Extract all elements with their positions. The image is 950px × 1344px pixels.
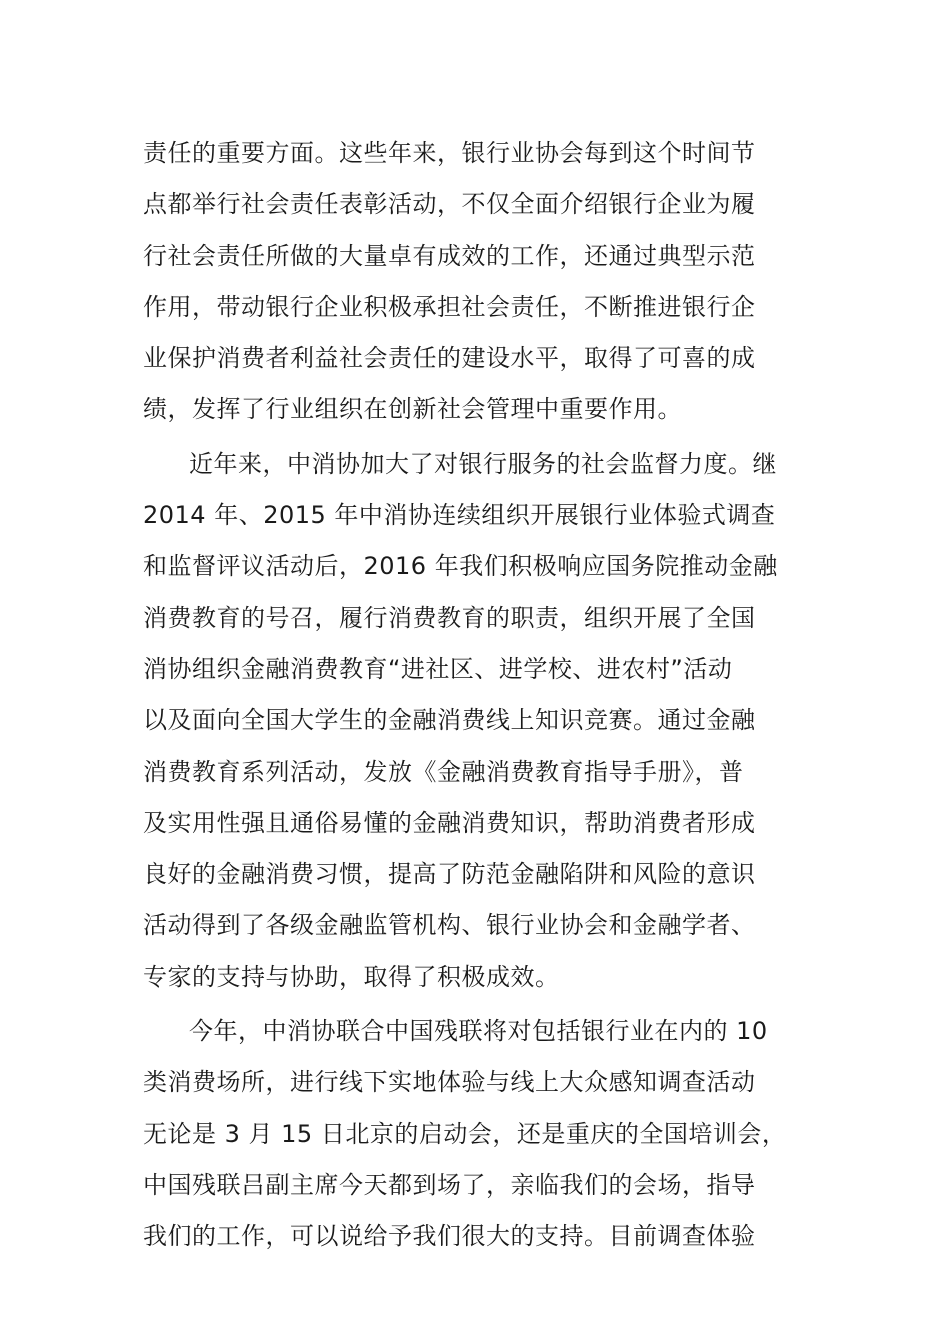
text-line: 2014 年、2015 年中消协连续组织开展银行业体验式调查 — [143, 501, 776, 530]
paragraph-2 — [143, 439, 813, 1003]
text-line: 类消费场所，进行线下实地体验与线上大众感知调查活动 — [143, 1068, 756, 1097]
text-line: 以及面向全国大学生的金融消费线上知识竞赛。通过金融 — [143, 706, 756, 735]
text-line: 行社会责任所做的大量卓有成效的工作，还通过典型示范 — [143, 241, 756, 270]
text-line: 良好的金融消费习惯，提高了防范金融陷阱和风险的意识 — [143, 860, 756, 889]
text-line: 专家的支持与协助，取得了积极成效。 — [143, 962, 560, 991]
text-line: 活动得到了各级金融监管机构、银行业协会和金融学者、 — [143, 911, 756, 940]
text-line: 近年来，中消协加大了对银行服务的社会监督力度。继 — [189, 449, 777, 478]
paragraph-3 — [143, 1006, 813, 1262]
text-line: 无论是 3 月 15 日北京的启动会，还是重庆的全国培训会， — [143, 1119, 787, 1148]
text-line: 和监督评议活动后，2016 年我们积极响应国务院推动金融 — [143, 552, 778, 581]
text-line: 消费教育系列活动，发放《金融消费教育指导手册》，普 — [143, 757, 744, 786]
text-line: 消费教育的号召，履行消费教育的职责，组织开展了全国 — [143, 603, 756, 632]
document-body — [143, 128, 813, 1266]
text-line: 作用，带动银行企业积极承担社会责任，不断推进银行企 — [143, 292, 756, 321]
text-line: 点都举行社会责任表彰活动，不仅全面介绍银行企业为履 — [143, 190, 756, 219]
text-line: 及实用性强且通俗易懂的金融消费知识，帮助消费者形成 — [143, 808, 756, 837]
text-line: 消协组织金融消费教育“进社区、进学校、进农村”活动 — [143, 654, 733, 683]
text-line: 我们的工作，可以说给予我们很大的支持。目前调查体验 — [143, 1222, 756, 1251]
text-line: 绩，发挥了行业组织在创新社会管理中重要作用。 — [143, 395, 682, 424]
paragraph-1 — [143, 128, 813, 436]
text-line: 今年，中消协联合中国残联将对包括银行业在内的 10 — [189, 1017, 768, 1046]
text-line: 业保护消费者利益社会责任的建设水平，取得了可喜的成 — [143, 344, 756, 373]
text-line: 责任的重要方面。这些年来，银行业协会每到这个时间节 — [143, 139, 756, 167]
text-line: 中国残联吕副主席今天都到场了，亲临我们的会场，指导 — [143, 1170, 756, 1199]
